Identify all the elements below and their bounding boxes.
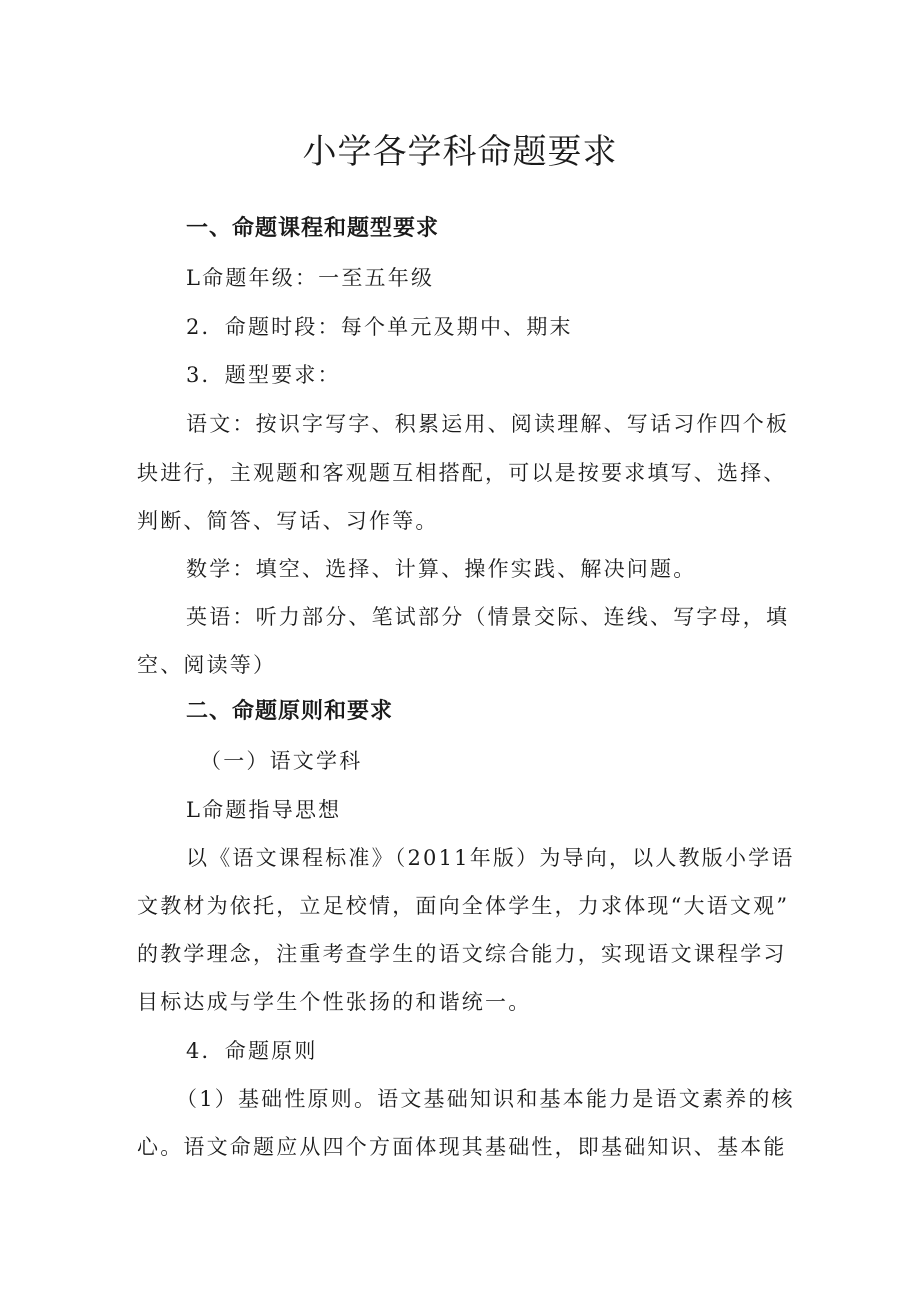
chinese-types-line2: 块进行，主观题和客观题互相搭配，可以是按要求填写、选择、 — [137, 461, 787, 485]
principle-title: 4．命题原则 — [186, 1039, 318, 1063]
item-grade: L命题年级：一至五年级 — [186, 266, 435, 290]
guide-line3: 的教学理念，注重考查学生的语文综合能力，实现语文课程学习 — [137, 942, 787, 966]
english-types-line1: 英语：听力部分、笔试部分（情景交际、连线、写字母，填 — [186, 605, 790, 629]
math-types: 数学：填空、选择、计算、操作实践、解决问题。 — [186, 557, 697, 581]
section2-heading: 二、命题原则和要求 — [186, 699, 394, 724]
chinese-types-line3: 判断、简答、写话、习作等。 — [137, 509, 439, 533]
guide-line1: 以《语文课程标准》（2011年版）为导向，以人教版小学语 — [186, 846, 795, 870]
english-types-line2: 空、阅读等） — [137, 653, 277, 677]
guide-title: L命题指导思想 — [186, 798, 342, 822]
guide-line2: 文教材为依托，立足校情，面向全体学生，力求体现“大语文观” — [137, 894, 790, 918]
item-types: 3．题型要求： — [186, 363, 341, 387]
item-period: 2．命题时段：每个单元及期中、期末 — [186, 315, 573, 339]
chinese-types-line1: 语文：按识字写字、积累运用、阅读理解、写话习作四个板 — [186, 412, 790, 436]
principle1-line2: 心。语文命题应从四个方面体现其基础性，即基础知识、基本能 — [137, 1135, 787, 1159]
section1-heading: 一、命题课程和题型要求 — [186, 216, 440, 241]
subheading-chinese: （一）语文学科 — [200, 749, 363, 773]
guide-line4: 目标达成与学生个性张扬的和谐统一。 — [137, 990, 532, 1014]
document-title: 小学各学科命题要求 — [302, 132, 618, 172]
principle1-line1: （1）基础性原则。语文基础知识和基本能力是语文素养的核 — [176, 1087, 795, 1111]
